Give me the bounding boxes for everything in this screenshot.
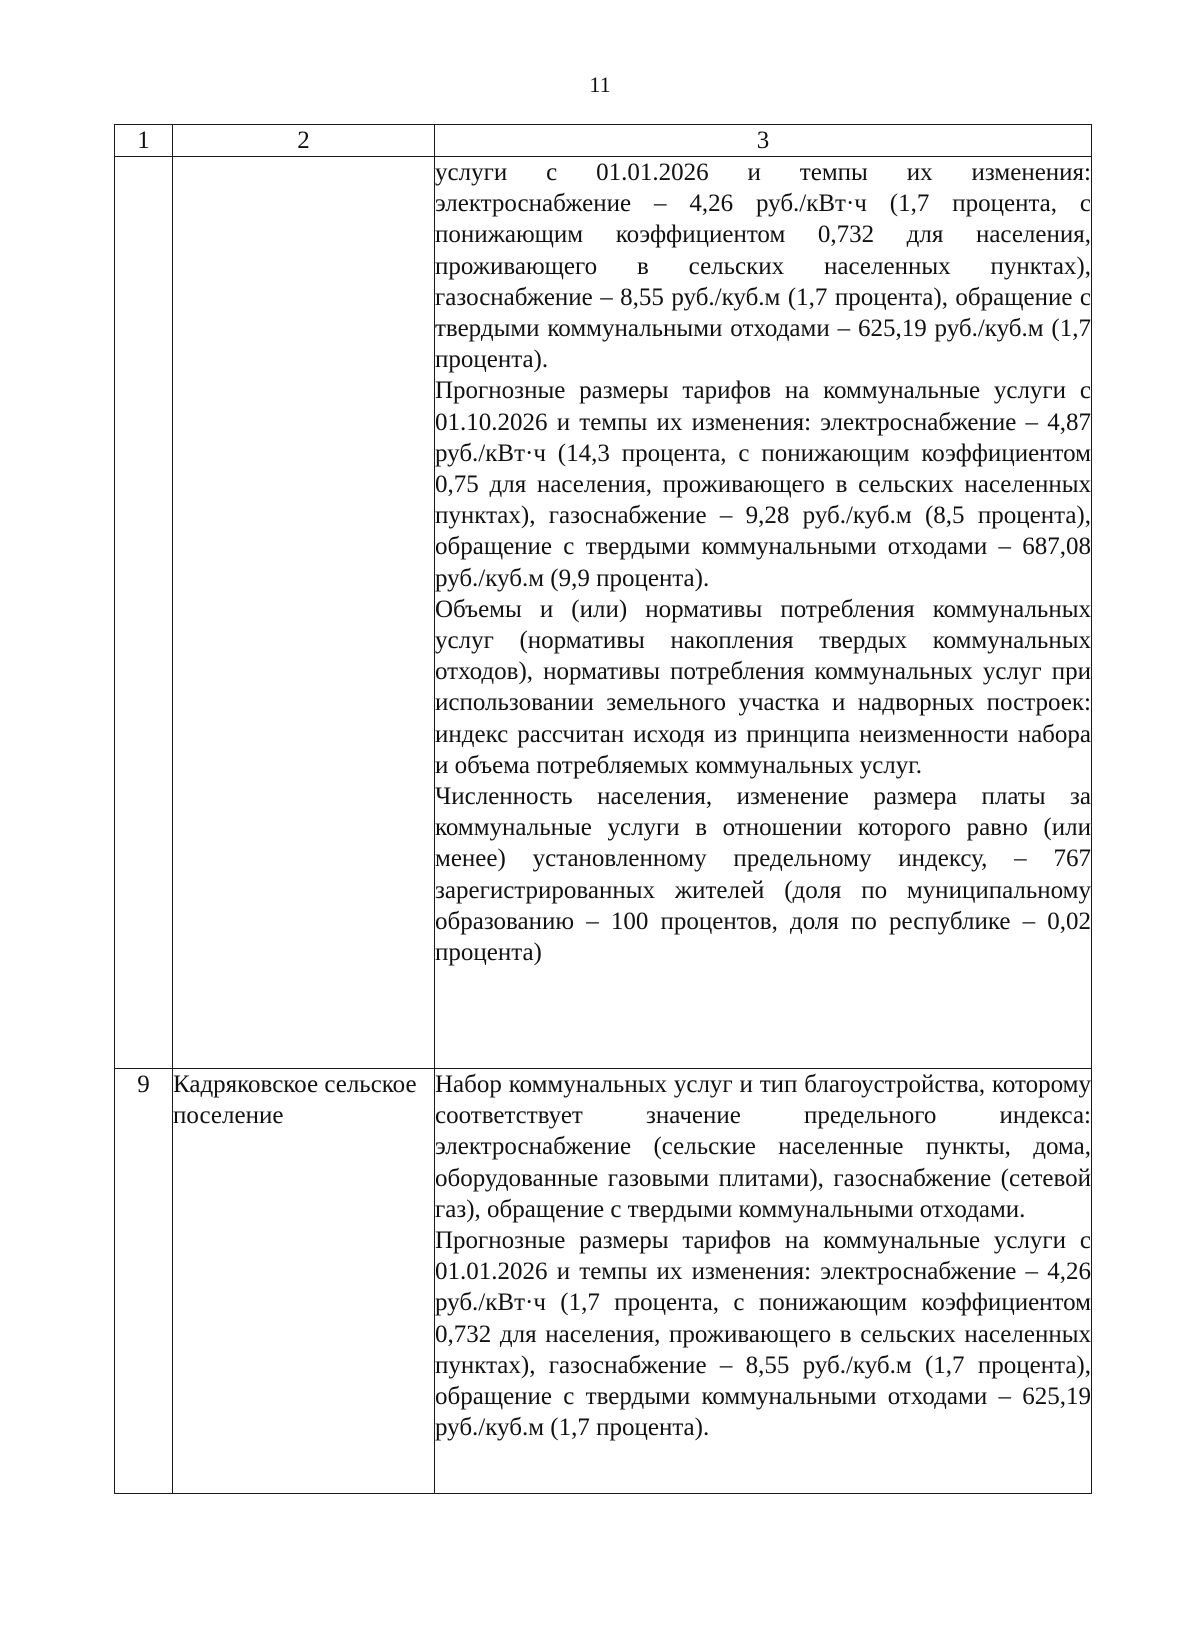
paragraph: Прогнозные размеры тарифов на коммунальные услуги с 01.10.2026 и темпы их изменения: электроснабжение – 4,87 руб./кВт·ч (14,3 процента, с понижающим коэффициентом 0,75 для населения, проживающего в сельских населенных пунктах), газоснабжение – 9,28 руб./куб.м (8,5 процента), обращение с твердыми коммунальными отходами – 687,08 руб./куб.м (9,9 процента).	[435, 377, 1091, 592]
header-cell-2: 2	[173, 125, 435, 157]
row-number-cell	[115, 157, 173, 1069]
paragraph: Объемы и (или) нормативы потребления коммунальных услуг (нормативы накопления твердых коммунальных отходов), нормативы потребления коммунальных услуг при использовании земельного участка и надворных построек: индекс рассчитан исходя из принципа неизменности набора и объема потребляемых коммунальных услуг.	[435, 595, 1091, 779]
page-number: 11	[589, 72, 611, 97]
paragraph: Численность населения, изменение размера платы за коммунальные услуги в отношении которого равно (или менее) установленному предельному индексу, – 767 зарегистрированных жителей (доля по муниципальному образованию – 100 процентов, доля по республике – 0,02 процента)	[435, 783, 1091, 967]
table-row	[115, 157, 1092, 1069]
row-number-cell: 9	[115, 1069, 173, 1494]
settlement-name-cell	[173, 157, 435, 1069]
description-cell	[435, 1069, 1092, 1494]
table-header-row	[115, 125, 1092, 157]
header-cell-1: 1	[115, 125, 173, 157]
settlement-name-cell: Кадряковское сельское поселение	[173, 1069, 435, 1494]
header-cell-3: 3	[435, 125, 1092, 157]
description-cell	[435, 157, 1092, 1069]
tariff-table	[114, 124, 1092, 1494]
table-row	[115, 1069, 1092, 1494]
paragraph: услуги с 01.01.2026 и темпы их изменения: электроснабжение – 4,26 руб./кВт·ч (1,7 процента, с понижающим коэффициентом 0,732 для населения, проживающего в сельских населенных пунктах), газоснабжение – 8,55 руб./куб.м (1,7 процента), обращение с твердыми коммунальными отходами – 625,19 руб./куб.м (1,7 процента).	[435, 159, 1091, 374]
paragraph: Набор коммунальных услуг и тип благоустройства, которому соответствует значение предельного индекса: электроснабжение (сельские населенные пункты, дома, оборудованные газовыми плитами), газоснабжение (сетевой газ), обращение с твердыми коммунальными отходами.	[435, 1071, 1091, 1223]
paragraph: Прогнозные размеры тарифов на коммунальные услуги с 01.01.2026 и темпы их изменения: электроснабжение – 4,26 руб./кВт·ч (1,7 процента, с понижающим коэффициентом 0,732 для населения, проживающего в сельских населенных пунктах), газоснабжение – 8,55 руб./куб.м (1,7 процента), обращение с твердыми коммунальными отходами – 625,19 руб./куб.м (1,7 процента).	[435, 1227, 1091, 1442]
